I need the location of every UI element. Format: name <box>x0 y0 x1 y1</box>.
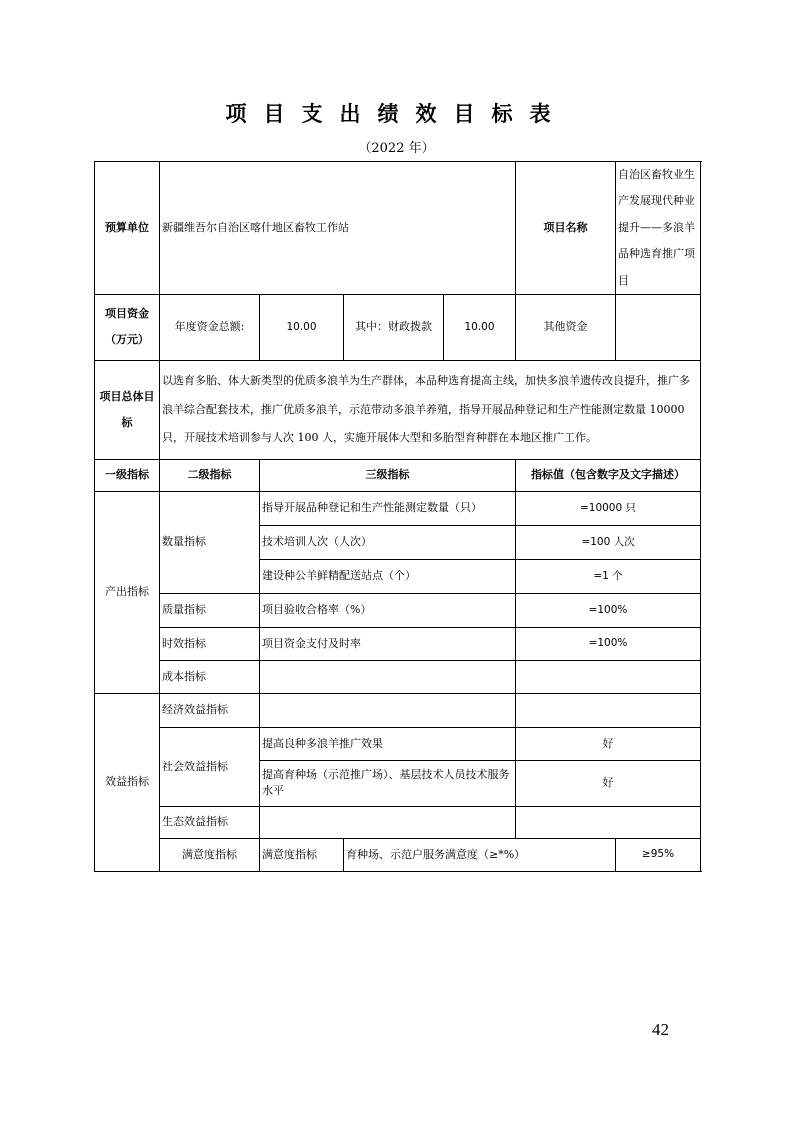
page-number: 42 <box>652 1020 669 1039</box>
funds-row <box>95 294 701 360</box>
project-name-label: 项目名称 <box>516 162 616 295</box>
benefit-indicator-label: 效益指标 <box>95 693 160 871</box>
indicator-value: ≥95% <box>616 838 701 871</box>
quantity-indicator-label: 数量指标 <box>160 491 260 593</box>
timeliness-indicator-label: 时效指标 <box>160 627 260 660</box>
indicator-name <box>260 806 516 838</box>
budget-unit-label: 预算单位 <box>95 162 160 295</box>
indicator-name: 项目资金支付及时率 <box>260 627 516 660</box>
funds-fiscal-value: 10.00 <box>444 294 516 360</box>
indicator-value: =100 人次 <box>516 525 701 559</box>
indicator-value: 好 <box>516 760 701 806</box>
indicator-name: 指导开展品种登记和生产性能测定数量（只） <box>260 491 516 525</box>
economic-indicator-label: 经济效益指标 <box>160 693 260 727</box>
indicator-row <box>95 660 701 693</box>
funds-fiscal-label: 其中：财政拨款 <box>344 294 444 360</box>
project-name-value: 自治区畜牧业生产发展现代种业提升——多浪羊品种选育推广项目 <box>616 162 701 295</box>
indicator-name <box>260 660 516 693</box>
indicator-name <box>260 693 516 727</box>
header-level1: 一级指标 <box>95 459 160 491</box>
ecological-indicator-label: 生态效益指标 <box>160 806 260 838</box>
indicator-name: 建设种公羊鲜精配送站点（个） <box>260 559 516 593</box>
indicator-row <box>95 838 701 871</box>
header-level3: 三级指标 <box>260 459 516 491</box>
page-title: 项目支出绩效目标表 <box>225 101 568 126</box>
satisfaction-indicator-label: 满意度指标 <box>160 838 260 871</box>
indicator-name: 项目验收合格率（%） <box>260 593 516 627</box>
output-indicator-label: 产出指标 <box>95 491 160 693</box>
funds-total-label: 年度资金总额: <box>160 294 260 360</box>
indicator-row <box>95 627 701 660</box>
year-subtitle: （2022 年） <box>358 141 435 156</box>
satisfaction-sub-label: 满意度指标 <box>260 838 344 871</box>
quality-indicator-label: 质量指标 <box>160 593 260 627</box>
funds-total-value: 10.00 <box>260 294 344 360</box>
indicator-name: 育种场、示范户服务满意度（≥*%） <box>344 838 616 871</box>
header-value: 指标值（包含数字及文字描述） <box>516 459 701 491</box>
indicator-row <box>95 593 701 627</box>
indicator-row <box>95 806 701 838</box>
budget-unit-row <box>95 162 701 295</box>
indicator-value: =10000 只 <box>516 491 701 525</box>
indicator-value <box>516 806 701 838</box>
indicator-name: 提高育种场（示范推广场）、基层技术人员技术服务水平 <box>260 760 516 806</box>
indicator-value: =100% <box>516 627 701 660</box>
indicator-row <box>95 727 701 760</box>
funds-label: 项目资金（万元） <box>95 294 160 360</box>
indicator-value: =100% <box>516 593 701 627</box>
indicator-value: 好 <box>516 727 701 760</box>
goal-row <box>95 360 701 459</box>
social-indicator-label: 社会效益指标 <box>160 727 260 806</box>
performance-table <box>94 161 701 872</box>
header-level2: 二级指标 <box>160 459 260 491</box>
goal-label: 项目总体目标 <box>95 360 160 459</box>
funds-other-value <box>616 294 701 360</box>
indicator-row <box>95 693 701 727</box>
indicator-name: 技术培训人次（人次） <box>260 525 516 559</box>
indicator-value <box>516 660 701 693</box>
cost-indicator-label: 成本指标 <box>160 660 260 693</box>
funds-other-label: 其他资金 <box>516 294 616 360</box>
indicator-name: 提高良种多浪羊推广效果 <box>260 727 516 760</box>
indicator-value <box>516 693 701 727</box>
indicator-row <box>95 491 701 525</box>
header-row <box>95 459 701 491</box>
goal-text: 以选育多胎、体大新类型的优质多浪羊为生产群体，本品种选育提高主线，加快多浪羊遗传改良提升，推广多浪羊综合配套技术，推广优质多浪羊，示范带动多浪羊养殖，指导开展品种登记和生产性能测定数量 10000 只，开展技术培训参与人次 100 人，实施开展体大型和多胎型育种群在本地区推广工作。 <box>160 360 701 459</box>
indicator-value: =1 个 <box>516 559 701 593</box>
budget-unit-value: 新疆维吾尔自治区喀什地区畜牧工作站 <box>160 162 516 295</box>
